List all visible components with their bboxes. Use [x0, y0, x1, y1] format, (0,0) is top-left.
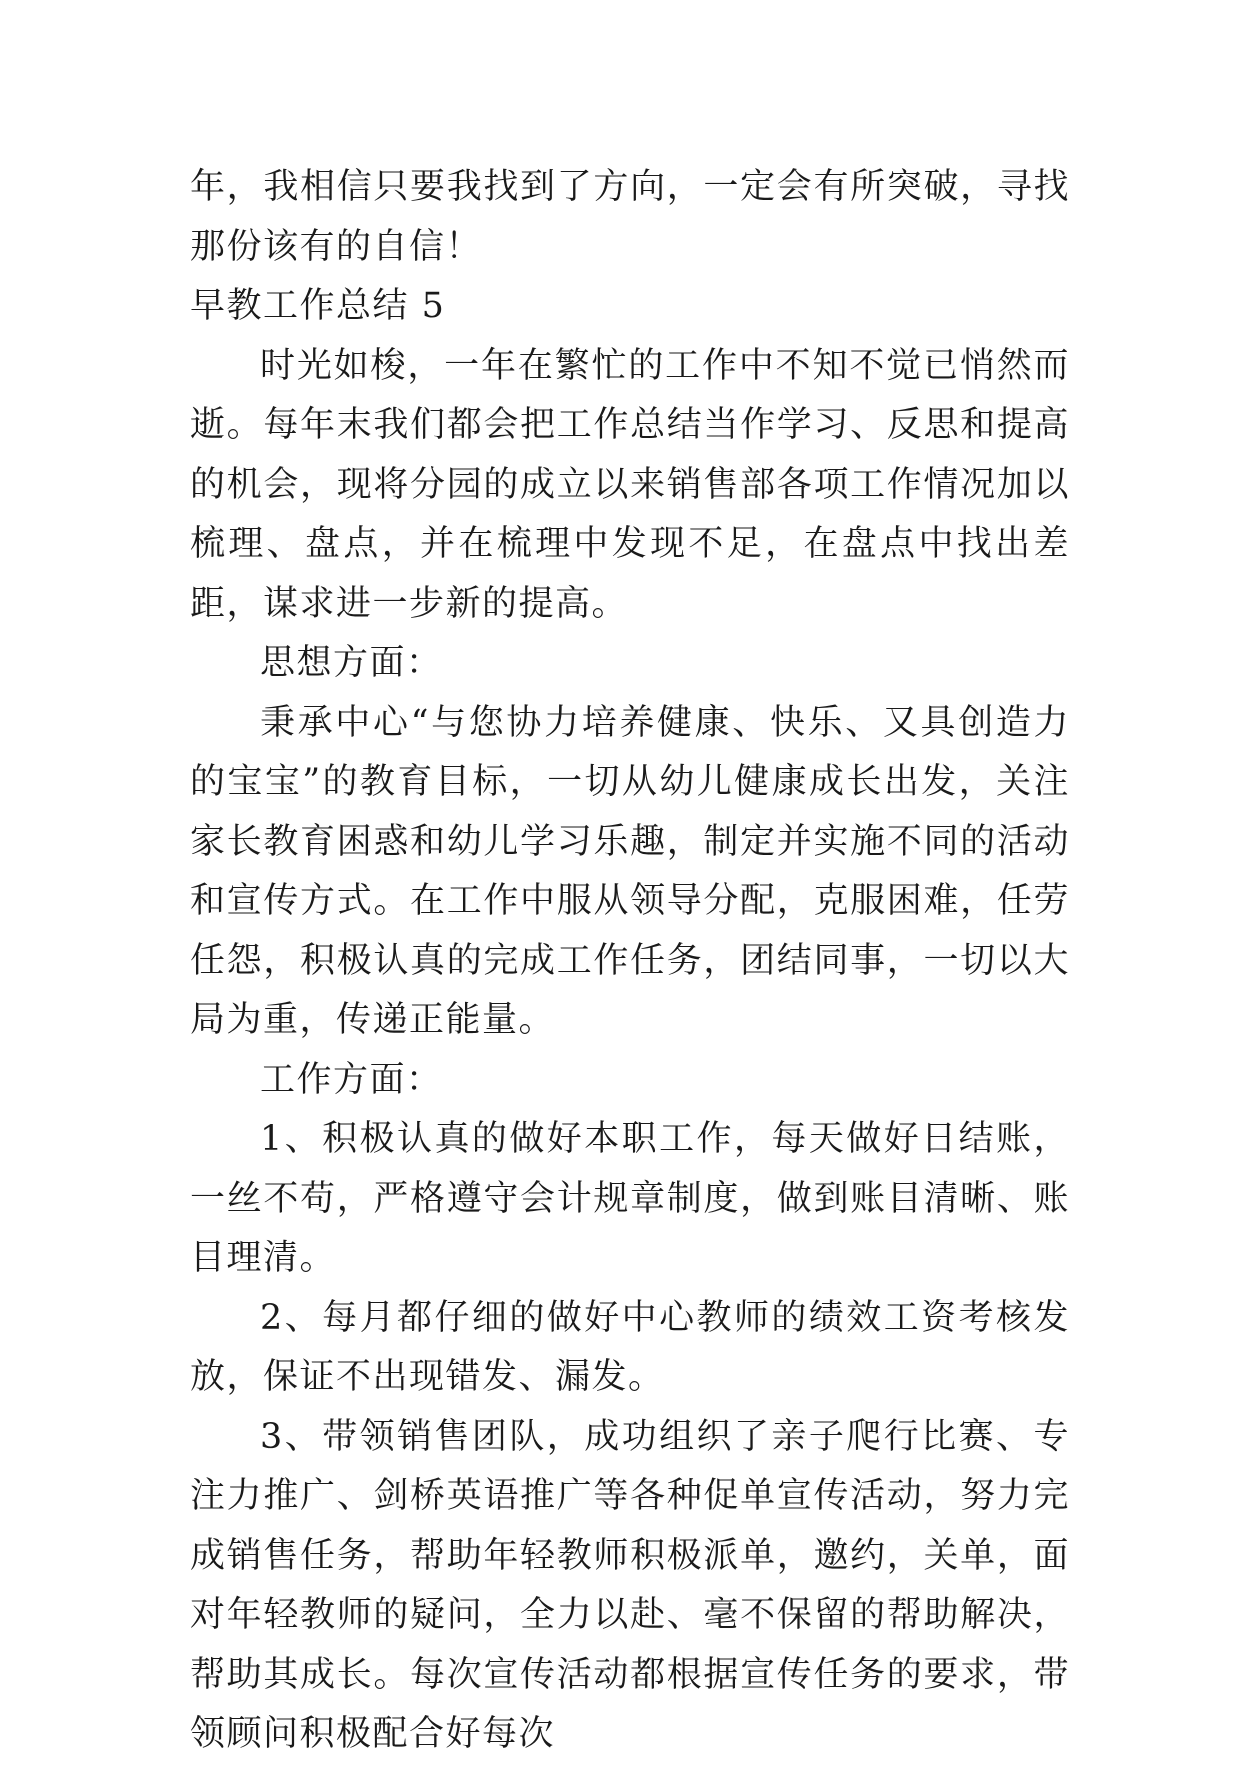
paragraph-thought: 秉承中心“与您协力培养健康、快乐、又具创造力的宝宝”的教育目标，一切从幼儿健康成长出发，关注家长教育困惑和幼儿学习乐趣，制定并实施不同的活动和宣传方式。在工作中服从领导分配，克服困难，任劳任怨，积极认真的完成工作任务，团结同事，一切以大局为重，传递正能量。	[190, 702, 1070, 1040]
document-body	[190, 158, 1070, 1765]
paragraph-intro: 时光如梭，一年在繁忙的工作中不知不觉已悄然而逝。每年末我们都会把工作总结当作学习、反思和提高的机会，现将分园的成立以来销售部各项工作情况加以梳理、盘点，并在梳理中发现不足，在盘点中找出差距，谋求进一步新的提高。	[190, 345, 1070, 624]
subheading-thought: 思想方面：	[260, 643, 443, 683]
paragraph-item-1: 1、积极认真的做好本职工作，每天做好日结账，一丝不苟，严格遵守会计规章制度，做到账目清晰、账目理清。	[190, 1119, 1070, 1278]
paragraph-item-2: 2、每月都仔细的做好中心教师的绩效工资考核发放，保证不出现错发、漏发。	[190, 1297, 1070, 1397]
subheading-work: 工作方面：	[260, 1059, 443, 1100]
paragraph-continuation: 年，我相信只要我找到了方向，一定会有所突破，寻找那份该有的自信！	[190, 167, 1070, 267]
paragraph-item-3: 3、带领销售团队，成功组织了亲子爬行比赛、专注力推广、剑桥英语推广等各种促单宣传活动，努力完成销售任务，帮助年轻教师积极派单，邀约，关单，面对年轻教师的疑问，全力以赴、毫不保留的帮助解决，帮助其成长。每次宣传活动都根据宣传任务的要求，带领顾问积极配合好每次	[190, 1416, 1070, 1754]
section-heading: 早教工作总结 5	[190, 286, 446, 326]
